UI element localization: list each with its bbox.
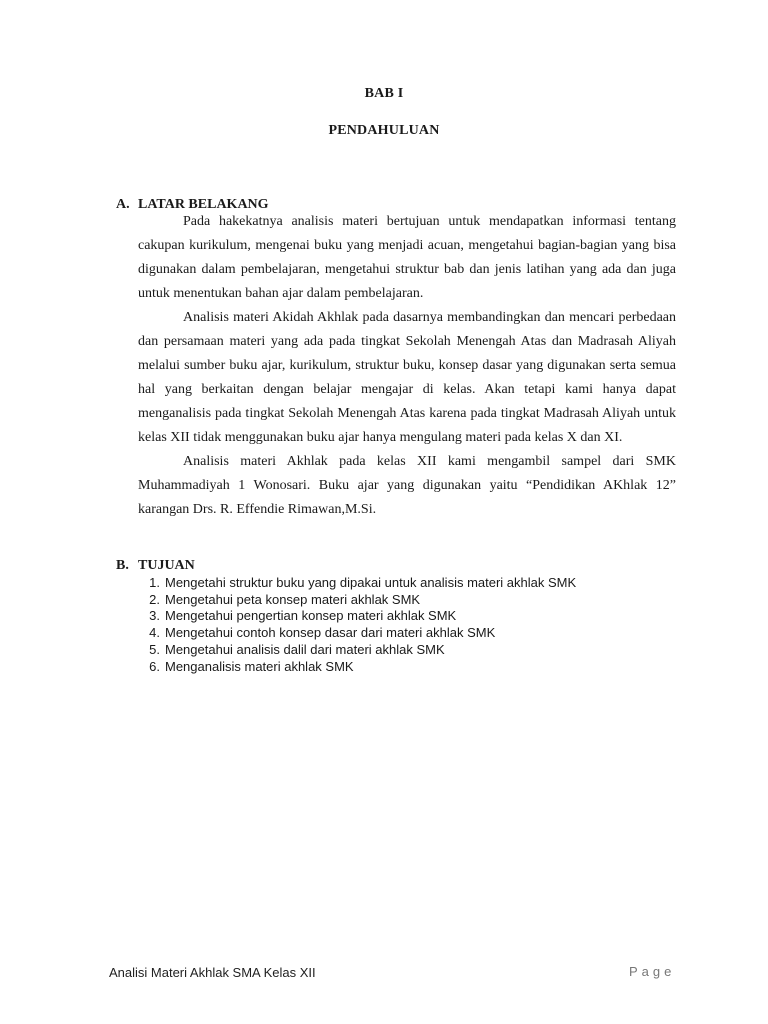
section-b-letter: B.: [116, 558, 129, 573]
list-number: 5.: [149, 641, 160, 657]
list-item: [138, 575, 698, 592]
list-number: 1.: [149, 575, 160, 590]
paragraph-1: Pada hakekatnya analisis materi bertujuan untuk mendapatkan informasi tentang cakupan kurikulum, mengenai buku yang menjadi acuan, mengetahui bagian-bagian yang bisa digunakan dalam pembelajaran, mengetahui struktur bab dan jenis latihan yang ada dan juga untuk menentukan bahan ajar dalam pembelajaran.: [138, 214, 676, 301]
list-number: 4.: [149, 625, 160, 641]
section-a-body: [138, 210, 676, 522]
list-text: Mengetahui contoh konsep dasar dari materi akhlak SMK: [165, 625, 496, 641]
list-text: Menganalisis materi akhlak SMK: [165, 658, 354, 674]
list-text: Mengetahui peta konsep materi akhlak SMK: [165, 591, 421, 607]
list-number: 3.: [149, 608, 160, 624]
paragraph-3: Analisis materi Akhlak pada kelas XII kami mengambil sampel dari SMK Muhammadiyah 1 Wonosari. Buku ajar yang digunakan yaitu “Pendidikan AKhlak 12” karangan Drs. R. Effendie Rimawan,M.Si.: [138, 454, 676, 517]
chapter-number: BAB I: [364, 86, 404, 101]
footer-title: Analisi Materi Akhlak SMA Kelas XII: [109, 965, 316, 980]
list-item: [138, 608, 698, 625]
list-text: Mengetahui pengertian konsep materi akhlak SMK: [165, 608, 457, 624]
list-number: 6.: [149, 658, 160, 674]
list-text: Mengetahui analisis dalil dari materi akhlak SMK: [165, 641, 445, 657]
list-item: [138, 592, 698, 609]
section-a-title: LATAR BELAKANG: [138, 197, 269, 212]
list-item: [138, 625, 698, 642]
footer-page-label: Page: [629, 964, 676, 979]
objectives-list: [138, 575, 698, 675]
list-item: [138, 659, 698, 676]
section-a-letter: A.: [116, 197, 130, 212]
section-b-title: TUJUAN: [138, 558, 195, 573]
chapter-title: PENDAHULUAN: [328, 123, 440, 138]
list-item: [138, 642, 698, 659]
paragraph-2: Analisis materi Akidah Akhlak pada dasarnya membandingkan dan mencari perbedaan dan persamaan materi yang ada pada tingkat Sekolah Menengah Atas dan Madrasah Aliyah melalui sumber buku ajar, kurikulum, struktur buku, konsep dasar yang digunakan serta semua hal yang berkaitan dengan belajar mengajar di kelas. Akan tetapi kami hanya dapat menganalisis pada tingkat Sekolah Menengah Atas karena pada tingkat Madrasah Aliyah untuk kelas XII tidak menggunakan buku ajar hanya mengulang materi pada kelas X dan XI.: [138, 310, 676, 445]
list-number: 2.: [149, 591, 160, 607]
section-b-heading: [116, 558, 195, 574]
list-text: Mengetahi struktur buku yang dipakai untuk analisis materi akhlak SMK: [165, 575, 577, 590]
